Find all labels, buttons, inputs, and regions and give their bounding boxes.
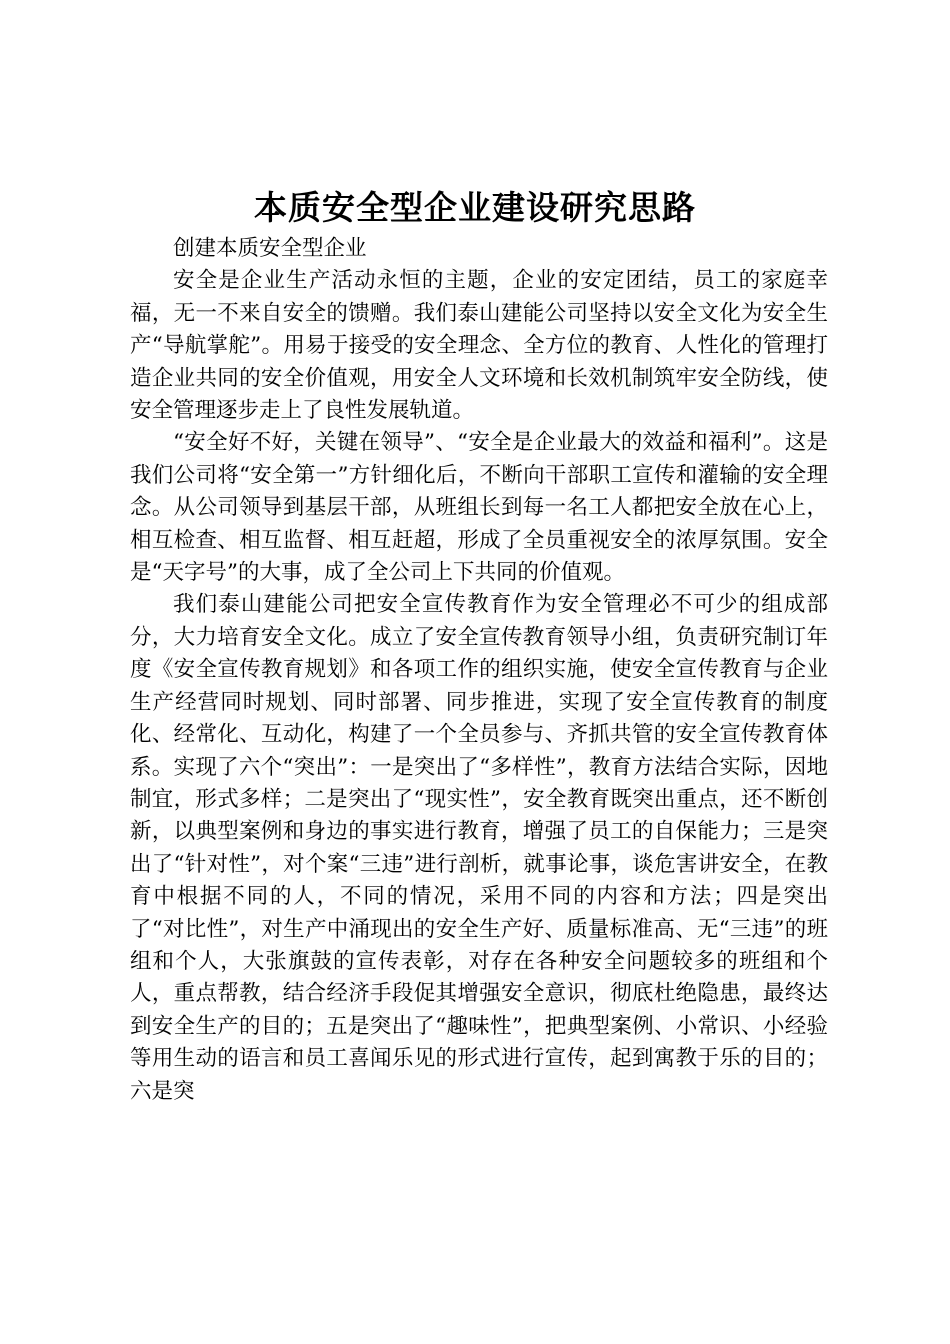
- paragraph: 我们泰山建能公司把安全宣传教育作为安全管理必不可少的组成部分，大力培育安全文化。成立了安全宣传教育领导小组，负责研究制订年度《安全宣传教育规划》和各项工作的组织实施，使安全宣传教育与企业生产经营同时规划、同时部署、同步推进，实现了安全宣传教育的制度化、经常化、互动化，构建了一个全员参与、齐抓共管的安全宣传教育体系。实现了六个“突出”：一是突出了“多样性”，教育方法结合实际，因地制宜，形式多样；二是突出了“现实性”，安全教育既突出重点，还不断创新，以典型案例和身边的事实进行教育，增强了员工的自保能力；三是突出了“针对性”，对个案“三违”进行剖析，就事论事，谈危害讲安全，在教育中根据不同的人，不同的情况，采用不同的内容和方法；四是突出了“对比性”，对生产中涌现出的安全生产好、质量标准高、无“三违”的班组和个人，大张旗鼓的宣传表彰，对存在各种安全问题较多的班组和个人，重点帮教，结合经济手段促其增强安全意识，彻底杜绝隐患，最终达到安全生产的目的；五是突出了“趣味性”，把典型案例、小常识、小经验等用生动的语言和员工喜闻乐见的形式进行宣传，起到寓教于乐的目的；六是突: [130, 592, 828, 1104]
- paragraph: 安全是企业生产活动永恒的主题，企业的安定团结，员工的家庭幸福，无一不来自安全的馈赠。我们泰山建能公司坚持以安全文化为安全生产“导航掌舵”。用易于接受的安全理念、全方位的教育、人性化的管理打造企业共同的安全价值观，用安全人文环境和长效机制筑牢安全防线，使安全管理逐步走上了良性发展轨道。: [130, 268, 828, 424]
- document-title: 本质安全型企业建设研究思路: [254, 188, 696, 227]
- paragraph: “安全好不好，关键在领导”、“安全是企业最大的效益和福利”。这是我们公司将“安全第一”方针细化后，不断向干部职工宣传和灌输的安全理念。从公司领导到基层干部，从班组长到每一名工人都把安全放在心上，相互检查、相互监督、相互赶超，形成了全员重视安全的浓厚氛围。安全是“天字号”的大事，成了全公司上下共同的价值观。: [130, 430, 828, 586]
- document-subtitle: 创建本质安全型企业: [173, 236, 367, 261]
- document-body: [130, 233, 828, 1108]
